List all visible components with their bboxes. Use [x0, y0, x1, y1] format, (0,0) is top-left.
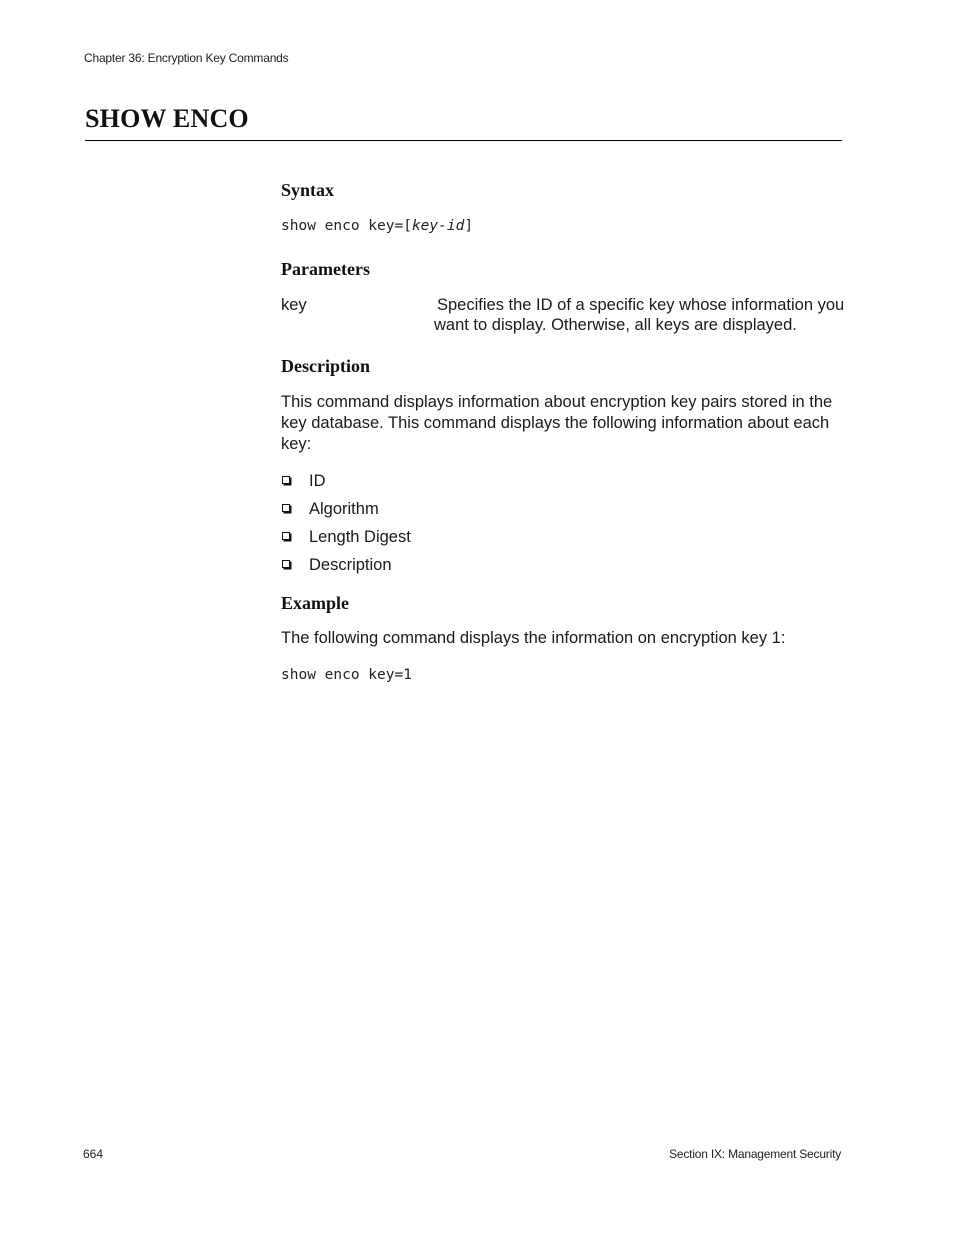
syntax-code-prefix: show enco key=[	[281, 218, 412, 234]
example-text: The following command displays the information on encryption key 1:	[281, 629, 786, 647]
description-section	[281, 354, 842, 583]
running-footer: Section IX: Management Security	[669, 1147, 841, 1161]
list-item-label: ID	[309, 472, 326, 490]
list-item-label: Algorithm	[309, 500, 379, 518]
parameters-heading: Parameters	[281, 259, 370, 279]
title-divider	[85, 140, 842, 141]
list-item-label: Length Digest	[309, 528, 411, 546]
page-number: 664	[83, 1147, 104, 1161]
syntax-heading: Syntax	[281, 180, 335, 200]
running-header: Chapter 36: Encryption Key Commands	[84, 51, 289, 65]
syntax-code	[281, 216, 842, 236]
key-info-list	[281, 471, 842, 583]
list-item	[281, 499, 842, 527]
syntax-section	[281, 178, 842, 236]
syntax-code-param: key-id	[411, 218, 465, 234]
checkbox-bullet-icon	[282, 476, 290, 484]
example-code: show enco key=1	[281, 667, 412, 683]
checkbox-bullet-icon	[282, 504, 290, 512]
command-reference-body	[281, 178, 845, 685]
description-heading: Description	[281, 356, 370, 376]
parameter-row	[281, 295, 845, 337]
list-item-label: Description	[309, 556, 392, 574]
parameters-section	[281, 257, 845, 337]
checkbox-bullet-icon	[282, 560, 290, 568]
parameter-description: Specifies the ID of a specific key whose information you want to display. Otherwise, all keys are displayed.	[434, 296, 845, 334]
list-item	[281, 527, 842, 555]
list-item	[281, 471, 842, 499]
checkbox-bullet-icon	[282, 532, 290, 540]
syntax-code-suffix: ]	[464, 218, 474, 234]
example-heading: Example	[281, 593, 350, 613]
list-item	[281, 555, 842, 583]
description-text: This command displays information about encryption key pairs stored in the key database. This command displays the following information about each key:	[281, 393, 833, 453]
page-title: SHOW ENCO	[85, 104, 249, 133]
parameter-name: key	[281, 296, 307, 314]
example-section	[281, 591, 842, 685]
